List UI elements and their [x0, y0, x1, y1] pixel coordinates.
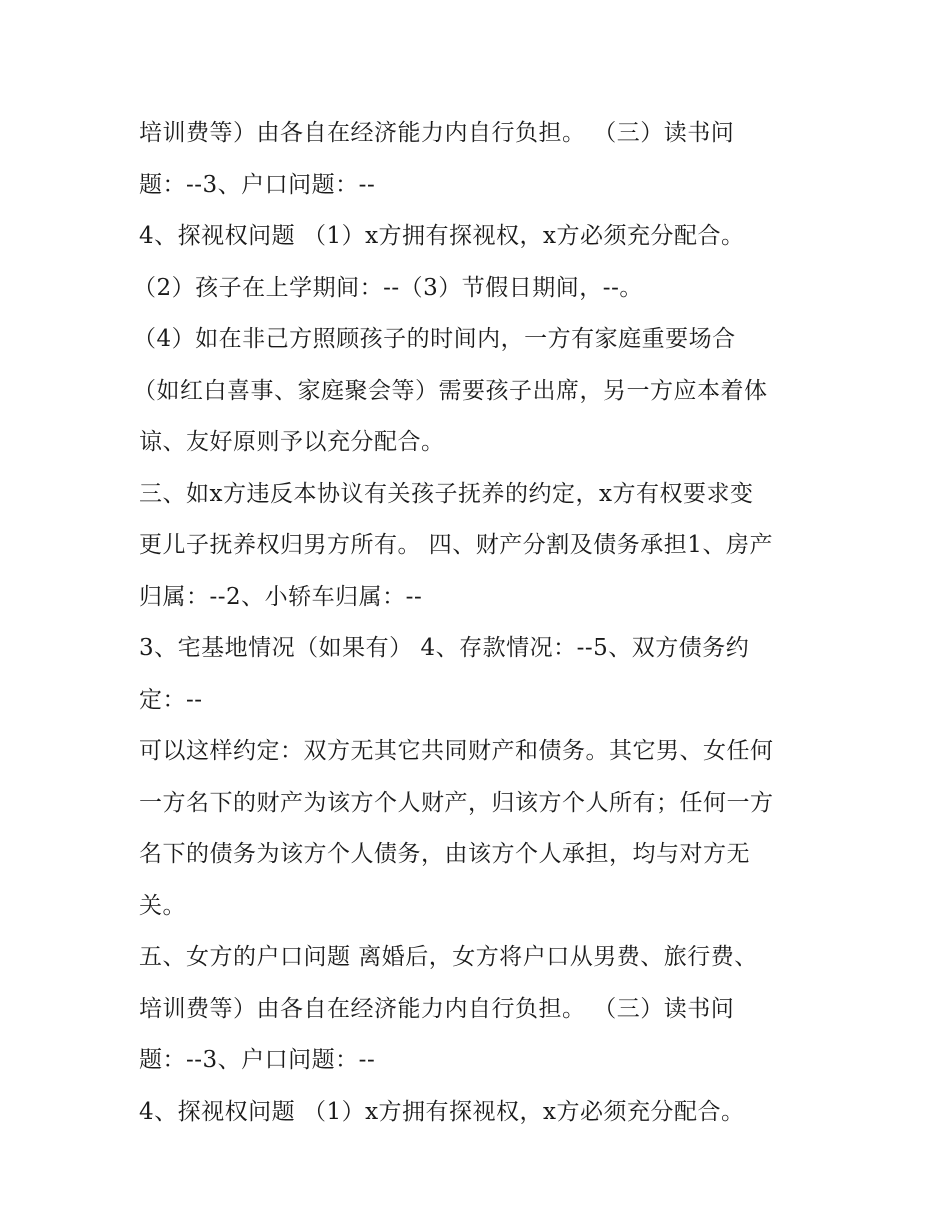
text-line-6: （如红白喜事、家庭聚会等）需要孩子出席，另一方应本着体 [133, 377, 768, 404]
text-line-12: 定：-- [139, 686, 203, 713]
text-line-1: 培训费等）由各自在经济能力内自行负担。 （三）读书问 [139, 120, 735, 146]
text-line-18: 培训费等）由各自在经济能力内自行负担。 （三）读书问 [139, 995, 735, 1022]
text-line-19: 题：--3、户口问题：-- [139, 1047, 376, 1073]
text-line-15: 名下的债务为该方个人债务，由该方个人承担，均与对方无 [139, 841, 750, 867]
text-line-11: 3、宅基地情况（如果有） 4、存款情况：--5、双方债务约 [139, 635, 750, 661]
text-line-8: 三、如x方违反本协议有关孩子抚养的约定，x方有权要求变 [139, 480, 754, 507]
text-line-13: 可以这样约定：双方无其它共同财产和债务。其它男、女任何 [139, 738, 774, 764]
text-line-10: 归属：--2、小轿车归属：-- [139, 583, 423, 610]
document-body [133, 108, 829, 1138]
text-line-3: 4、探视权问题 （1）x方拥有探视权，x方必须充分配合。 [139, 223, 745, 249]
text-line-14: 一方名下的财产为该方个人财产，归该方个人所有；任何一方 [139, 789, 774, 816]
text-line-4: （2）孩子在上学期间：--（3）节假日期间，--。 [133, 274, 643, 301]
text-line-7: 谅、友好原则予以充分配合。 [139, 429, 445, 455]
text-line-16: 关。 [139, 892, 186, 919]
text-line-9: 更儿子抚养权归男方所有。 四、财产分割及债务承担1、房产 [139, 532, 773, 558]
text-line-5: （4）如在非己方照顾孩子的时间内，一方有家庭重要场合 [133, 326, 736, 352]
text-line-17: 五、女方的户口问题 离婚后，女方将户口从男费、旅行费、 [139, 944, 758, 970]
text-line-2: 题：--3、户口问题：-- [139, 171, 376, 198]
text-line-20: 4、探视权问题 （1）x方拥有探视权，x方必须充分配合。 [139, 1098, 745, 1125]
